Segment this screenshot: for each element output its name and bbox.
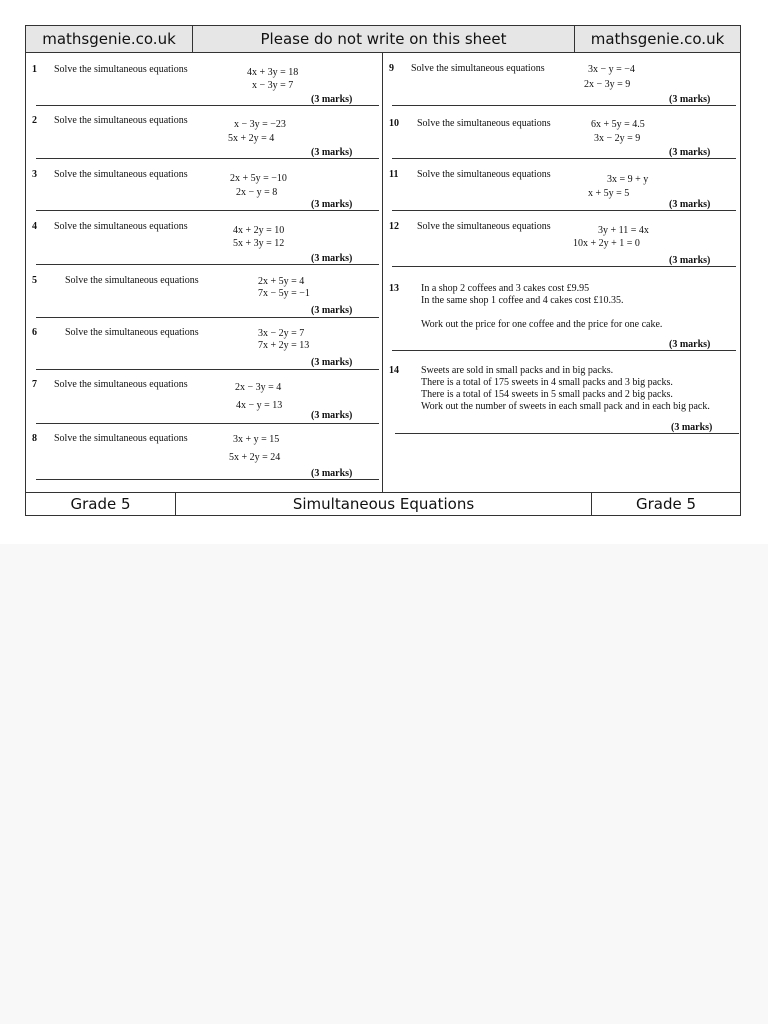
marks-label: (3 marks) bbox=[311, 147, 353, 158]
question-number: 9 bbox=[389, 63, 394, 74]
question-number: 3 bbox=[32, 169, 37, 180]
answer-rule bbox=[395, 433, 739, 434]
question-number: 13 bbox=[389, 283, 399, 294]
equation-2: x − 3y = 7 bbox=[252, 80, 294, 91]
question-14-line-2: There is a total of 175 sweets in 4 small packs and 3 big packs. bbox=[421, 377, 673, 388]
footer-bar bbox=[26, 492, 740, 515]
marks-label: (3 marks) bbox=[311, 357, 353, 368]
equation-1: 4x + 2y = 10 bbox=[233, 225, 285, 236]
equation-2: 7x − 5y = −1 bbox=[258, 288, 310, 299]
marks-label: (3 marks) bbox=[311, 468, 353, 479]
question-text: Solve the simultaneous equations bbox=[54, 64, 188, 75]
equation-1: 4x + 3y = 18 bbox=[247, 67, 299, 78]
question-number: 12 bbox=[389, 221, 399, 232]
question-text: Solve the simultaneous equations bbox=[54, 169, 188, 180]
marks-label: (3 marks) bbox=[311, 199, 353, 210]
equation-2: x + 5y = 5 bbox=[588, 188, 630, 199]
equation-2: 7x + 2y = 13 bbox=[258, 340, 310, 351]
marks-label: (3 marks) bbox=[669, 147, 711, 158]
answer-rule bbox=[392, 266, 736, 267]
marks-label: (3 marks) bbox=[311, 410, 353, 421]
question-number: 7 bbox=[32, 379, 37, 390]
question-13-line-1: In a shop 2 coffees and 3 cakes cost £9.95 bbox=[421, 283, 590, 294]
question-text: Solve the simultaneous equations bbox=[54, 433, 188, 444]
question-13-line-3: Work out the price for one coffee and the price for one cake. bbox=[421, 319, 663, 330]
question-text: Solve the simultaneous equations bbox=[65, 327, 199, 338]
answer-rule bbox=[36, 158, 379, 159]
equation-2: 10x + 2y + 1 = 0 bbox=[573, 238, 640, 249]
question-14-line-1: Sweets are sold in small packs and in big packs. bbox=[421, 365, 614, 376]
answer-rule bbox=[36, 423, 379, 424]
equation-1: 3y + 11 = 4x bbox=[598, 225, 649, 236]
question-text: Solve the simultaneous equations bbox=[411, 63, 545, 74]
marks-label: (3 marks) bbox=[669, 339, 711, 350]
question-text: Solve the simultaneous equations bbox=[54, 379, 188, 390]
answer-rule bbox=[392, 158, 736, 159]
equation-1: 2x + 5y = 4 bbox=[258, 276, 305, 287]
question-number: 5 bbox=[32, 275, 37, 286]
answer-rule bbox=[36, 369, 379, 370]
question-number: 4 bbox=[32, 221, 37, 232]
question-13-line-2: In the same shop 1 coffee and 4 cakes cost £10.35. bbox=[421, 295, 624, 306]
equation-2: 2x − y = 8 bbox=[236, 187, 278, 198]
answer-rule bbox=[392, 105, 736, 106]
answer-rule bbox=[36, 479, 379, 480]
equation-1: 3x − 2y = 7 bbox=[258, 328, 305, 339]
equation-2: 3x − 2y = 9 bbox=[594, 133, 641, 144]
question-text: Solve the simultaneous equations bbox=[54, 221, 188, 232]
marks-label: (3 marks) bbox=[311, 253, 353, 264]
equation-1: 2x − 3y = 4 bbox=[235, 382, 282, 393]
header-site-right: mathsgenie.co.uk bbox=[590, 30, 725, 48]
question-14-line-4: Work out the number of sweets in each small pack and in each big pack. bbox=[421, 401, 710, 412]
marks-label: (3 marks) bbox=[671, 422, 713, 433]
equation-1: 6x + 5y = 4.5 bbox=[591, 119, 645, 130]
header-site-left: mathsgenie.co.uk bbox=[26, 26, 193, 52]
marks-label: (3 marks) bbox=[669, 94, 711, 105]
question-text: Solve the simultaneous equations bbox=[417, 221, 551, 232]
question-number: 1 bbox=[32, 64, 37, 75]
header-bar bbox=[26, 26, 740, 53]
equation-1: x − 3y = −23 bbox=[234, 119, 286, 130]
equation-2: 5x + 2y = 24 bbox=[229, 452, 281, 463]
question-number: 10 bbox=[389, 118, 399, 129]
header-notice: Please do not write on this sheet bbox=[193, 26, 575, 52]
question-number: 14 bbox=[389, 365, 399, 376]
question-text: Solve the simultaneous equations bbox=[417, 169, 551, 180]
answer-rule bbox=[392, 210, 736, 211]
question-14-line-3: There is a total of 154 sweets in 5 small packs and 2 big packs. bbox=[421, 389, 673, 400]
question-number: 11 bbox=[389, 169, 399, 180]
equation-1: 3x = 9 + y bbox=[607, 174, 649, 185]
answer-rule bbox=[36, 105, 379, 106]
equation-2: 5x + 2y = 4 bbox=[228, 133, 275, 144]
answer-rule bbox=[36, 264, 379, 265]
question-number: 2 bbox=[32, 115, 37, 126]
equation-1: 3x + y = 15 bbox=[233, 434, 280, 445]
equation-2: 4x − y = 13 bbox=[236, 400, 283, 411]
question-text: Solve the simultaneous equations bbox=[54, 115, 188, 126]
marks-label: (3 marks) bbox=[311, 305, 353, 316]
marks-label: (3 marks) bbox=[311, 94, 353, 105]
footer-grade-right: Grade 5 bbox=[635, 495, 697, 513]
question-text: Solve the simultaneous equations bbox=[65, 275, 199, 286]
equation-1: 2x + 5y = −10 bbox=[230, 173, 287, 184]
question-text: Solve the simultaneous equations bbox=[417, 118, 551, 129]
column-divider bbox=[382, 52, 383, 493]
footer-grade-left: Grade 5 bbox=[26, 493, 176, 515]
question-number: 6 bbox=[32, 327, 37, 338]
answer-rule bbox=[36, 210, 379, 211]
equation-1: 3x − y = −4 bbox=[588, 64, 635, 75]
worksheet-frame bbox=[25, 25, 741, 516]
marks-label: (3 marks) bbox=[669, 255, 711, 266]
equation-2: 2x − 3y = 9 bbox=[584, 79, 631, 90]
answer-rule bbox=[36, 317, 379, 318]
marks-label: (3 marks) bbox=[669, 199, 711, 210]
equation-2: 5x + 3y = 12 bbox=[233, 238, 285, 249]
answer-rule bbox=[392, 350, 736, 351]
question-number: 8 bbox=[32, 433, 37, 444]
footer-topic: Simultaneous Equations bbox=[176, 493, 592, 515]
